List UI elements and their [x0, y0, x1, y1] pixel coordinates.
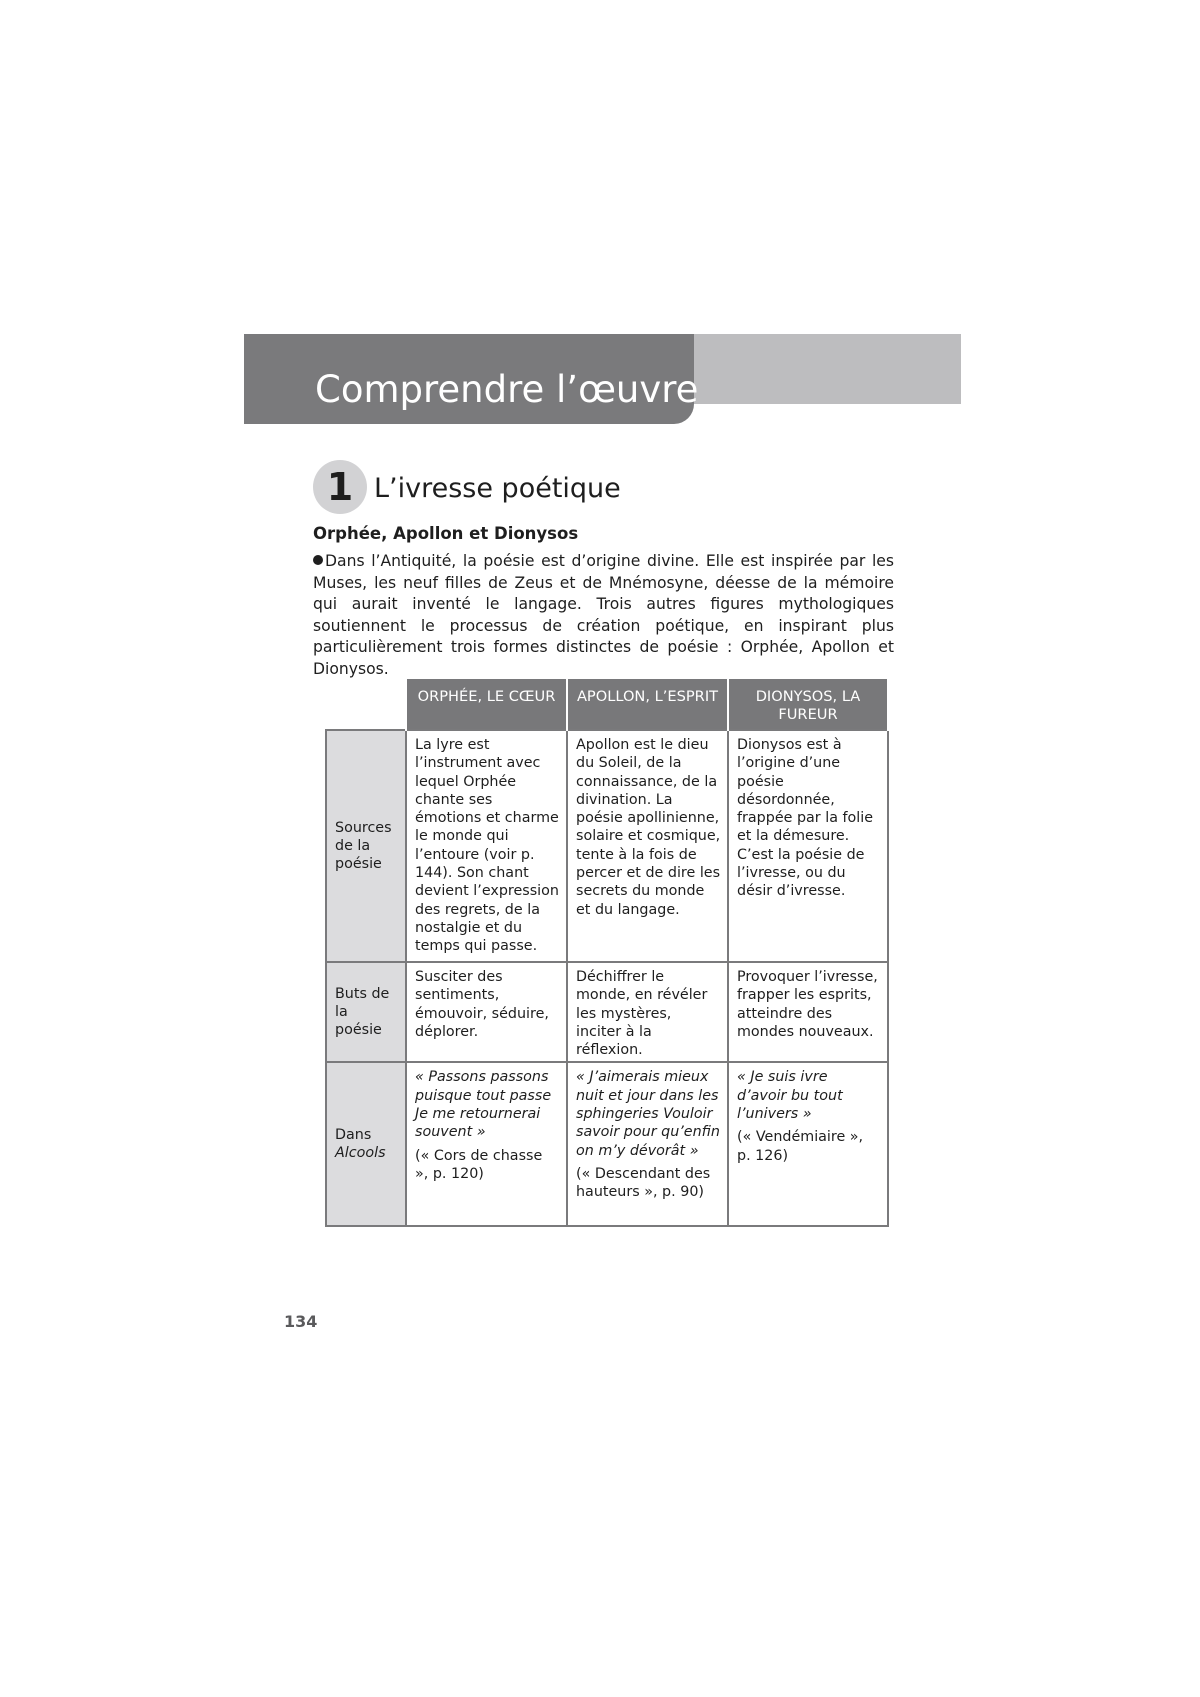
- banner-title: Comprendre l’œuvre: [315, 368, 699, 411]
- cell-sources-dionysos: Dionysos est à l’origine d’une poésie désordonnée, frappée par la folie et la démesure. C’est la poésie de l’ivresse, ou du désir d’ivresse.: [728, 730, 888, 962]
- intro-text: Dans l’Antiquité, la poésie est d’origine divine. Elle est inspirée par les Muses, les neuf filles de Zeus et de Mnémosyne, déesse de la mémoire qui aurait inventé le langage. Trois autres figures mythologiques soutiennent le processus de création poétique, en inspirant plus particulièrement trois formes distinctes de poésie : Orphée, Apollon et Dionysos.: [313, 552, 894, 678]
- section-number-badge: 1: [313, 460, 367, 514]
- quote-reference: (« Vendémiaire », p. 126): [737, 1129, 864, 1164]
- header-apollon: APOLLON, L’ESPRIT: [567, 679, 728, 730]
- bullet-icon: [313, 555, 323, 565]
- banner-light-strip: [694, 334, 961, 404]
- table-header-row: [326, 679, 888, 730]
- table-row-buts: [326, 962, 888, 1062]
- cell-sources-orphee: La lyre est l’instrument avec lequel Orphée chante ses émotions et charme le monde qui l’entoure (voir p. 144). Son chant devient l’expression des regrets, de la nostalgie et du temps qui passe.: [406, 730, 567, 962]
- row-label-buts: Buts de la poésie: [326, 962, 406, 1062]
- cell-alcools-orphee: [406, 1062, 567, 1226]
- header-dionysos: DIONYSOS, LA FUREUR: [728, 679, 888, 730]
- row-label-sources: Sources de la poésie: [326, 730, 406, 962]
- quote-text: « Passons passons puisque tout passe Je me retournerai souvent »: [415, 1069, 552, 1141]
- cell-alcools-apollon: [567, 1062, 728, 1226]
- cell-sources-apollon: Apollon est le dieu du Soleil, de la connaissance, de la divination. La poésie apollinienne, solaire et cosmique, tente à la fois de percer et de dire les secrets du monde et du langage.: [567, 730, 728, 962]
- section-title: L’ivresse poétique: [374, 473, 621, 504]
- cell-buts-apollon: Déchiffrer le monde, en révéler les mystères, inciter à la réflexion.: [567, 962, 728, 1062]
- gods-comparison-table: [325, 679, 889, 1227]
- table-row-sources: [326, 730, 888, 962]
- cell-alcools-dionysos: [728, 1062, 888, 1226]
- sub-title: Orphée, Apollon et Dionysos: [313, 524, 579, 543]
- row-label-prefix: Dans: [335, 1127, 372, 1144]
- quote-reference: (« Cors de chasse », p. 120): [415, 1147, 543, 1182]
- quote-text: « Je suis ivre d’avoir bu tout l’univers »: [737, 1069, 843, 1123]
- table-corner: [326, 679, 406, 730]
- page-number: 134: [284, 1312, 318, 1331]
- table-row-alcools: [326, 1062, 888, 1226]
- cell-buts-orphee: Susciter des sentiments, émouvoir, séduire, déplorer.: [406, 962, 567, 1062]
- row-label-book-title: Alcools: [335, 1145, 386, 1162]
- quote-text: « J’aimerais mieux nuit et jour dans les sphingeries Vouloir savoir pour qu’enfin on m’y dévorât »: [576, 1069, 720, 1159]
- quote-reference: (« Descendant des hauteurs », p. 90): [576, 1165, 711, 1201]
- header-orphee: ORPHÉE, LE CŒUR: [406, 679, 567, 730]
- intro-paragraph: [313, 551, 894, 681]
- cell-buts-dionysos: Provoquer l’ivresse, frapper les esprits, atteindre des mondes nouveaux.: [728, 962, 888, 1062]
- row-label-alcools: [326, 1062, 406, 1226]
